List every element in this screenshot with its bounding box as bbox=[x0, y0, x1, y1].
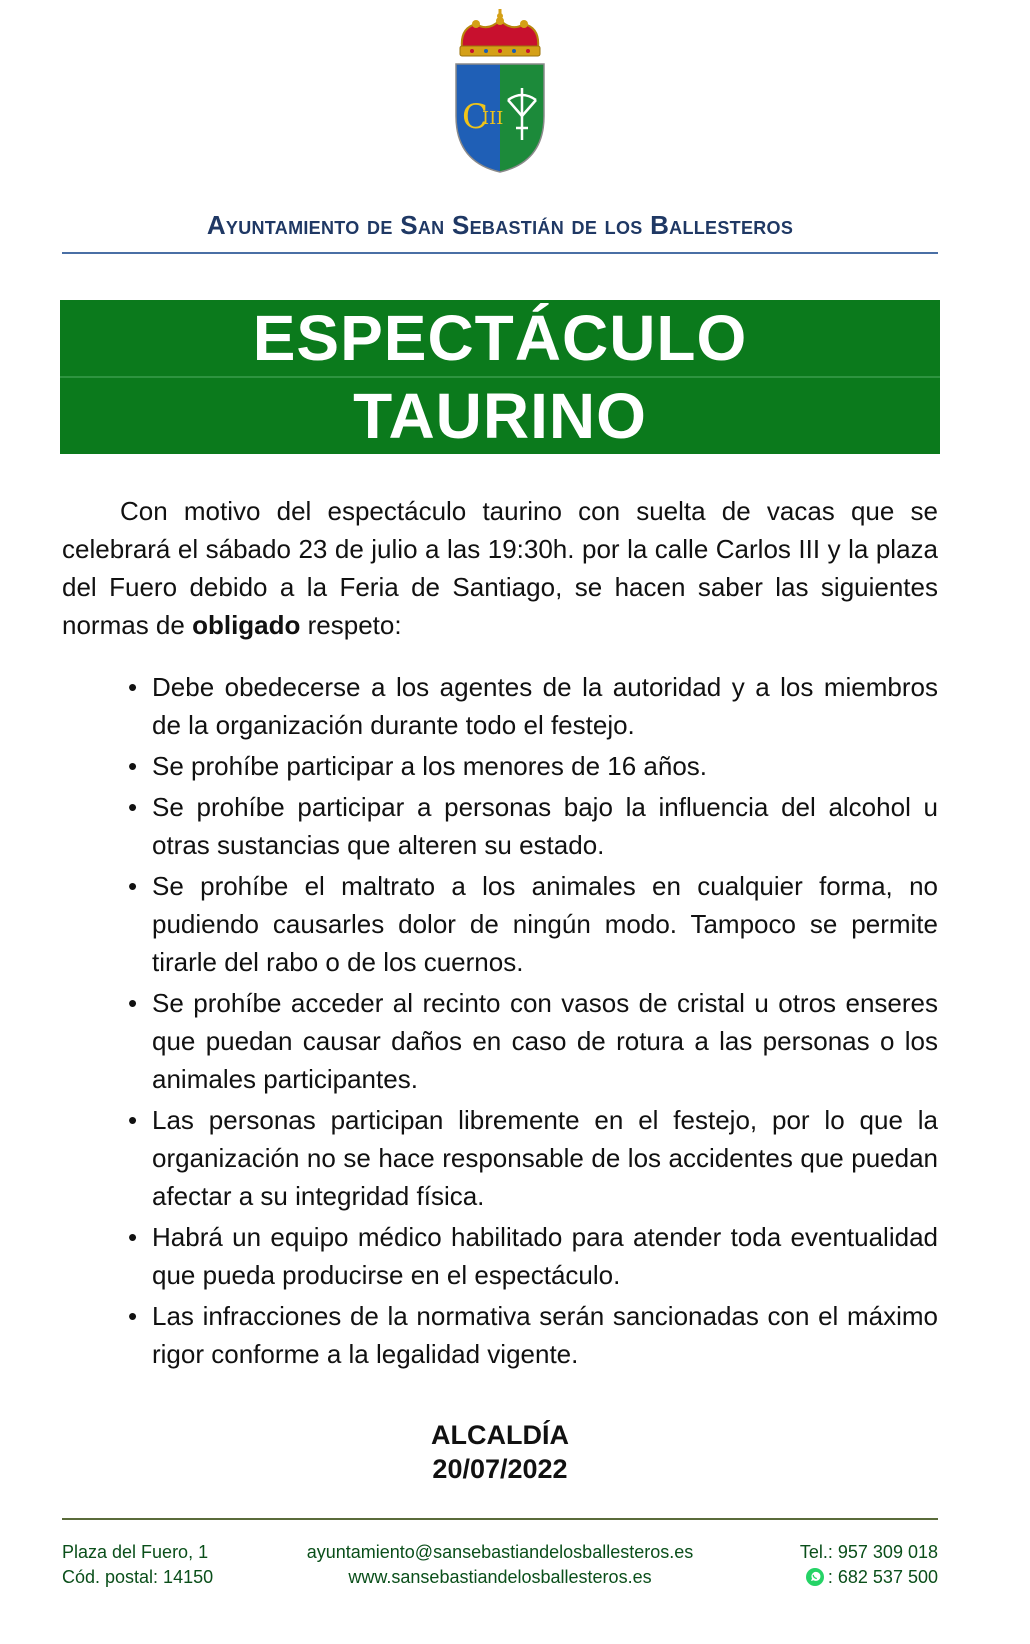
footer-whatsapp-number: : 682 537 500 bbox=[827, 1567, 938, 1587]
rule-item: • Se prohíbe participar a personas bajo la influencia del alcohol u otras sustancias que alteren su estado. bbox=[128, 788, 938, 864]
title-banner bbox=[60, 300, 940, 454]
rule-item: • Se prohíbe el maltrato a los animales en cualquier forma, no pudiendo causarles dolor de ningún modo. Tampoco se permite tirarle del rabo o de los cuernos. bbox=[128, 867, 938, 981]
rule-item: • Las personas participan libremente en el festejo, por lo que la organización no se hace responsable de los accidentes que puedan afectar a su integridad física. bbox=[128, 1101, 938, 1215]
footer-address-block bbox=[62, 1540, 213, 1590]
banner-title-line-1: ESPECTÁCULO bbox=[252, 302, 748, 374]
footer-phone: Tel.: 957 309 018 bbox=[799, 1542, 938, 1562]
header-divider bbox=[62, 252, 938, 254]
rule-item: • Las infracciones de la normativa serán sancionadas con el máximo rigor conforme a la legalidad vigente. bbox=[128, 1297, 938, 1373]
signature-date: 20/07/2022 bbox=[432, 1454, 568, 1484]
footer-postal-code: Cód. postal: 14150 bbox=[62, 1567, 214, 1587]
footer-email-link[interactable]: ayuntamiento@sansebastiandelosballesteros.es bbox=[306, 1542, 694, 1562]
rules-list bbox=[128, 668, 938, 1376]
organization-title: Ayuntamiento de San Sebastián de los Ballesteros bbox=[206, 210, 794, 240]
intro-bold-word: obligado bbox=[192, 610, 301, 640]
svg-text:III: III bbox=[482, 108, 504, 129]
footer-address: Plaza del Fuero, 1 bbox=[62, 1542, 209, 1562]
footer-phone-block bbox=[800, 1540, 938, 1590]
footer-divider bbox=[62, 1518, 938, 1520]
intro-text-end: respeto: bbox=[300, 610, 402, 640]
rule-item: • Debe obedecerse a los agentes de la autoridad y a los miembros de la organización durante todo el festejo. bbox=[128, 668, 938, 744]
whatsapp-icon bbox=[805, 1567, 825, 1587]
signature-office: ALCALDÍA bbox=[431, 1420, 569, 1450]
banner-title-line-2: TAURINO bbox=[353, 380, 647, 452]
signature-block bbox=[300, 1418, 700, 1486]
municipal-coat-of-arms-icon bbox=[452, 6, 548, 176]
rule-item: • Se prohíbe participar a los menores de 16 años. bbox=[128, 747, 938, 785]
svg-text:C: C bbox=[462, 97, 489, 137]
footer-contact-block bbox=[300, 1540, 700, 1590]
intro-paragraph bbox=[62, 492, 938, 644]
rule-item: • Habrá un equipo médico habilitado para atender toda eventualidad que pueda producirse en el espectáculo. bbox=[128, 1218, 938, 1294]
intro-text: Con motivo del espectáculo taurino con suelta de vacas que se celebrará el sábado 23 de julio a las 19:30h. por la calle Carlos III y la plaza del Fuero debido a la Feria de Santiago, se hacen saber las siguientes normas de bbox=[62, 496, 938, 640]
footer-website-link[interactable]: www.sansebastiandelosballesteros.es bbox=[348, 1567, 652, 1587]
rule-item: • Se prohíbe acceder al recinto con vasos de cristal u otros enseres que puedan causar daños en caso de rotura a las personas o los animales participantes. bbox=[128, 984, 938, 1098]
footer-whatsapp bbox=[800, 1565, 938, 1590]
